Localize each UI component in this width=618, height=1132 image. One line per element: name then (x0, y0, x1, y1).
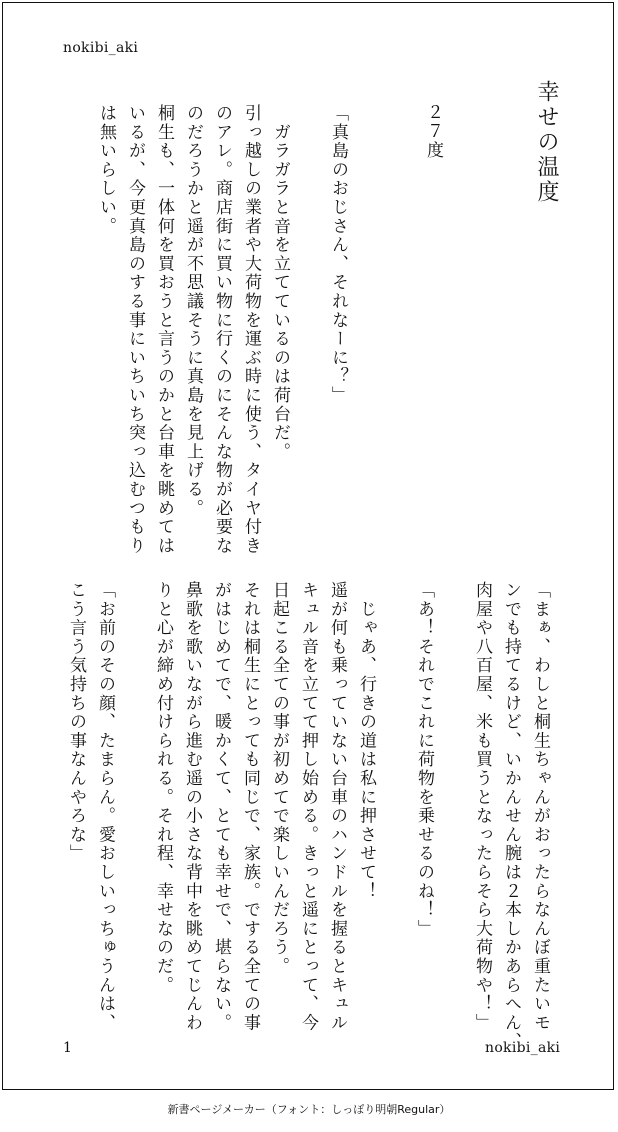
page-frame (2, 2, 614, 1090)
text-line: 鼻歌を歌いながら進む遥の小さな背中を眺めてじんわ (182, 581, 202, 1033)
text-line: それは桐生にとっても同じで、家族。でする全ての事 (240, 581, 260, 1033)
page-number: 1 (63, 1040, 72, 1056)
text-line: ガラガラと音を立てているのは荷台だ。 (270, 104, 290, 462)
footer-author: nokibi_aki (485, 1040, 561, 1056)
text-line: 引っ越しの業者や大荷物を運ぶ時に使う、タイヤ付き (241, 104, 261, 556)
text-line: りと心が締め付けられる。それ程、幸せなのだ。 (153, 581, 173, 995)
text-line: のだろうかと遥が不思議そうに真島を見上げる。 (183, 104, 203, 518)
text-line: 日起こる全ての事が初めてで楽しいんだろう。 (269, 581, 289, 976)
text-line (119, 581, 148, 1011)
text-line: 肉屋や八百屋、米も買うとなったらそら大荷物や！」 (472, 581, 492, 1033)
text-line: こう言う気持ちの事なんやろな」 (66, 581, 86, 863)
text-line: は無いらしい。 (96, 104, 116, 236)
text-line (294, 104, 323, 534)
text-line (380, 581, 409, 1011)
text-line: 遥が何も乗っていない台車のハンドルを握るとキュル (327, 581, 347, 1033)
text-line: 「真島のおじさん、それなーに？」 (328, 104, 348, 405)
text-line: 「お前のその顔、たまらん。愛おしいっちゅうんは、 (95, 581, 115, 1033)
header-author: nokibi_aki (63, 40, 139, 56)
story-title: 幸せの温度 (534, 80, 559, 205)
text-line: 「まぁ、わしと桐生ちゃんがおったらなんぼ重たいモ (530, 581, 550, 1033)
text-line: がはじめてで、暖かくて、とても幸せで、堪らない。 (211, 581, 231, 1033)
text-line: じゃあ、行きの道は私に押させて！ (356, 581, 376, 901)
text-line: キュル音を立てて押し始める。きっと遥にとって、今 (298, 581, 318, 1033)
text-line: 桐生も、一体何を買おうと言うのかと台車を眺めては (154, 104, 174, 556)
text-line (438, 581, 467, 1011)
text-line: のアレ。商店街に買い物に行くのにそんな物が必要な (212, 104, 232, 556)
upper-text-block (91, 104, 352, 556)
text-line: 「あ！それでこれに荷物を乗せるのね！」 (414, 581, 434, 939)
text-line: いるが、今更真島のする事にいちいち突っ込むつもり (125, 104, 145, 556)
chapter-heading: ２７度 (423, 103, 443, 160)
text-line: ンでも持てるけど、いかんせん腕は２本しかあらへん、 (501, 581, 521, 1051)
maker-credit: 新書ページメーカー（フォント：しっぽり明朝Regular） (167, 1103, 451, 1116)
